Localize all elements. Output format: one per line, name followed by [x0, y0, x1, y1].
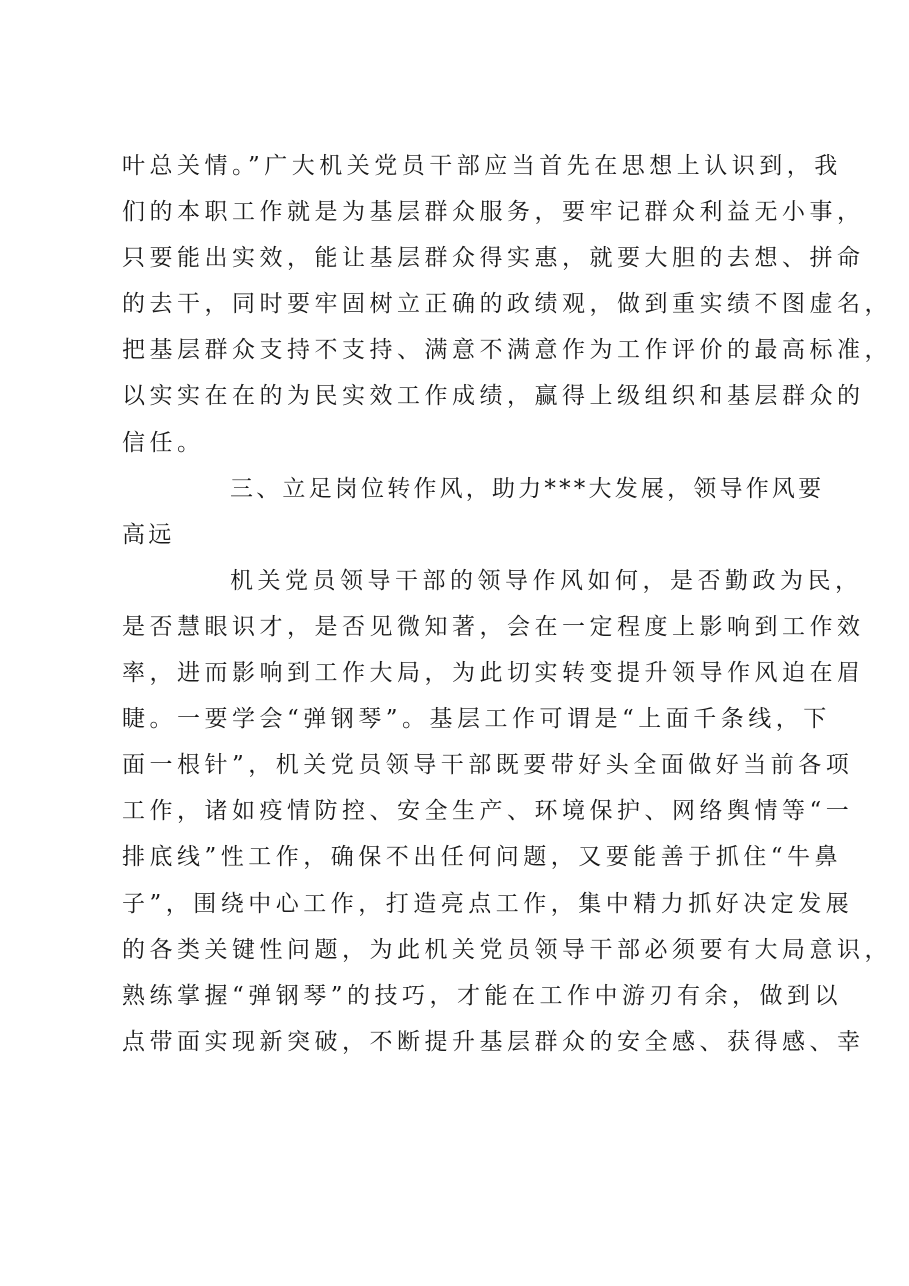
- paragraph-line: 的去干，同时要牢固树立正确的政绩观，做到重实绩不图虚名，: [122, 291, 892, 318]
- paragraph-line: 点带面实现新突破，不断提升基层群众的安全感、获得感、幸: [122, 1028, 865, 1055]
- paragraph-line: 只要能出实效，能让基层群众得实惠，就要大胆的去想、拼命: [122, 245, 865, 272]
- paragraph-line: 信任。: [122, 429, 205, 456]
- paragraph-line: 叶总关情。”广大机关党员干部应当首先在思想上认识到，我: [122, 153, 842, 179]
- paragraph-line: 是否慧眼识才，是否见微知著，会在一定程度上影响到工作效: [122, 613, 865, 640]
- paragraph-line: 子”，围绕中心工作，打造亮点工作，集中精力抓好决定发展: [122, 890, 854, 917]
- paragraph-line: 睫。一要学会“弹钢琴”。基层工作可谓是“上面千条线，下: [122, 706, 831, 733]
- paragraph-line: 机关党员领导干部的领导作风如何，是否勤政为民，: [230, 567, 863, 594]
- section-heading-line: 高远: [122, 521, 175, 548]
- paragraph-line: 把基层群众支持不支持、满意不满意作为工作评价的最高标准，: [122, 337, 892, 364]
- section-heading-line: 三、立足岗位转作风，助力***大发展，领导作风要: [230, 475, 825, 502]
- paragraph-line: 的各类关键性问题，为此机关党员领导干部必须要有大局意识，: [122, 936, 892, 963]
- paragraph-line: 们的本职工作就是为基层群众服务，要牢记群众利益无小事，: [122, 199, 865, 226]
- paragraph-line: 率，进而影响到工作大局，为此切实转变提升领导作风迫在眉: [122, 660, 865, 687]
- paragraph-line: 面一根针”，机关党员领导干部既要带好头全面做好当前各项: [122, 752, 854, 779]
- document-body: [122, 143, 892, 1065]
- paragraph-line: 排底线”性工作，确保不出任何问题，又要能善于抓住“牛鼻: [122, 844, 843, 871]
- paragraph-line: 工作，诸如疫情防控、安全生产、环境保护、网络舆情等“一: [122, 798, 854, 825]
- paragraph-line: 熟练掌握“弹钢琴”的技巧，才能在工作中游刃有余，做到以: [122, 982, 843, 1009]
- paragraph-line: 以实实在在的为民实效工作成绩，赢得上级组织和基层群众的: [122, 383, 865, 410]
